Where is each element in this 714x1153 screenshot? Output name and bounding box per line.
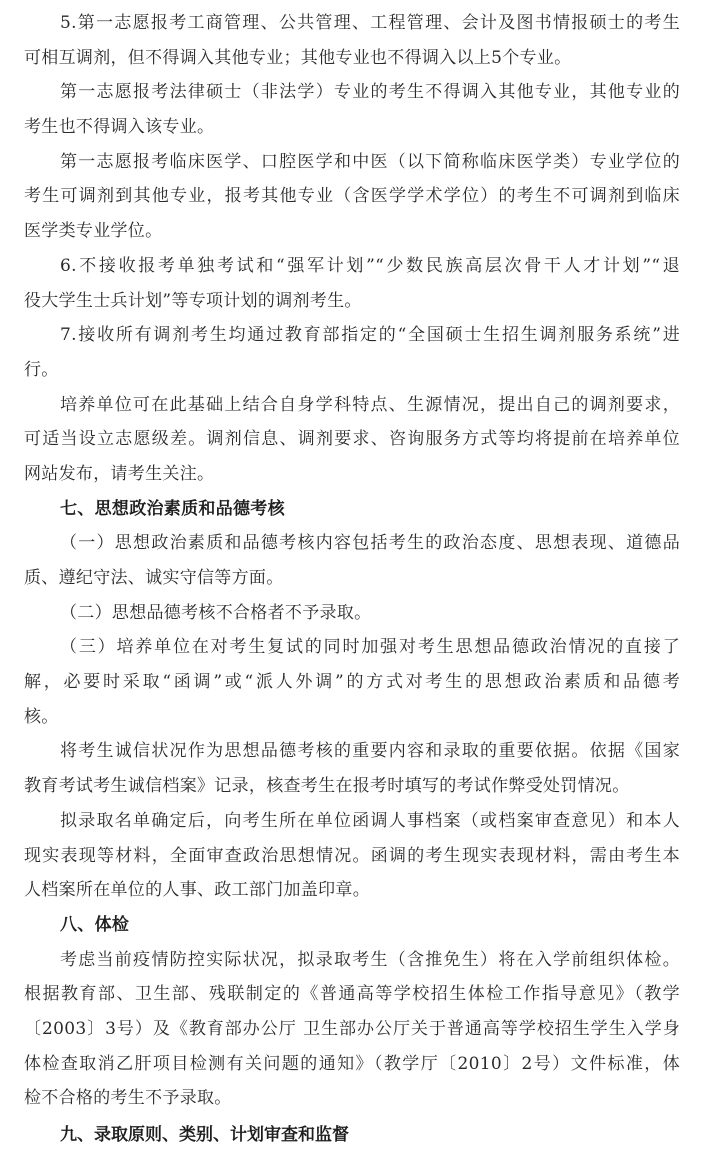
text-line: 培养单位可在此基础上结合自身学科特点、生源情况，提出自己的调剂要求， [60, 394, 680, 415]
text-line: 核。 [24, 706, 59, 727]
text-line: 役大学生士兵计划”等专项计划的调剂考生。 [24, 290, 362, 311]
text-line: 质、遵纪守法、诚实守信等方面。 [24, 568, 284, 588]
text-line: 将考生诚信状况作为思想品德考核的重要内容和录取的重要依据。依据《国家 [60, 741, 680, 762]
text-line: 网站发布，请考生关注。 [24, 463, 215, 484]
text-line: 根据教育部、卫生部、残联制定的《普通高等学校招生体检工作指导意见》（教学 [24, 984, 680, 1005]
text-line: 人档案所在单位的人事、政工部门加盖印章。 [24, 880, 370, 901]
text-line: 考生也不得调入该专业。 [24, 117, 215, 138]
text-line: 考生可调剂到其他专业，报考其他专业（含医学学术学位）的考生不可调剂到临床 [24, 186, 680, 207]
text-line: 解，必要时采取“函调”或“派人外调”的方式对考生的思想政治素质和品德考 [24, 672, 680, 693]
text-line: 拟录取名单确定后，向考生所在单位函调人事档案（或档案审查意见）和本人 [60, 810, 680, 831]
text-line: 行。 [24, 359, 59, 380]
text-line: 教育考试考生诚信档案》记录，核查考生在报考时填写的考试作弊受处罚情况。 [24, 776, 630, 797]
text-line: 第一志愿报考临床医学、口腔医学和中医（以下简称临床医学类）专业学位的 [60, 151, 680, 172]
text-line: 体检查取消乙肝项目检测有关问题的通知》（教学厅〔2010〕2号）文件标准，体 [24, 1053, 680, 1074]
partial-heading-cut-off: 九、录取原则、类别、计划审查和监督 [60, 1125, 349, 1145]
section-heading: 七、思想政治素质和品德考核 [60, 498, 285, 519]
text-line: 6.不接收报考单独考试和“强军计划”“少数民族高层次骨干人才计划”“退 [60, 255, 680, 276]
text-line: 医学类专业学位。 [24, 221, 163, 242]
text-line: （一）思想政治素质和品德考核内容包括考生的政治态度、思想表现、道德品 [60, 533, 680, 554]
document-body [24, 6, 680, 1116]
text-line: （三）培养单位在对考生复试的同时加强对考生思想品德政治情况的直接了 [60, 637, 680, 658]
text-line: 现实表现等材料，全面审查政治思想情况。函调的考生现实表现材料，需由考生本 [24, 845, 680, 866]
text-line: 检不合格的考生不予录取。 [24, 1088, 232, 1109]
section-heading: 八、体检 [60, 914, 130, 935]
text-line: 可相互调剂，但不得调入其他专业；其他专业也不得调入以上5个专业。 [24, 47, 572, 68]
text-line: 第一志愿报考法律硕士（非法学）专业的考生不得调入其他专业，其他专业的 [60, 82, 680, 103]
text-line: 5.第一志愿报考工商管理、公共管理、工程管理、会计及图书情报硕士的考生 [60, 13, 680, 33]
text-line: 〔2003〕3号）及《教育部办公厅 卫生部办公厅关于普通高等学校招生学生入学身 [24, 1018, 680, 1039]
text-line: （二）思想品德考核不合格者不予录取。 [60, 602, 372, 623]
text-line: 考虑当前疫情防控实际状况，拟录取考生（含推免生）将在入学前组织体检。 [60, 949, 680, 970]
text-line: 可适当设立志愿级差。调剂信息、调剂要求、咨询服务方式等均将提前在培养单位 [24, 429, 680, 450]
text-line: 7.接收所有调剂考生均通过教育部指定的“全国硕士生招生调剂服务系统”进 [60, 325, 680, 346]
